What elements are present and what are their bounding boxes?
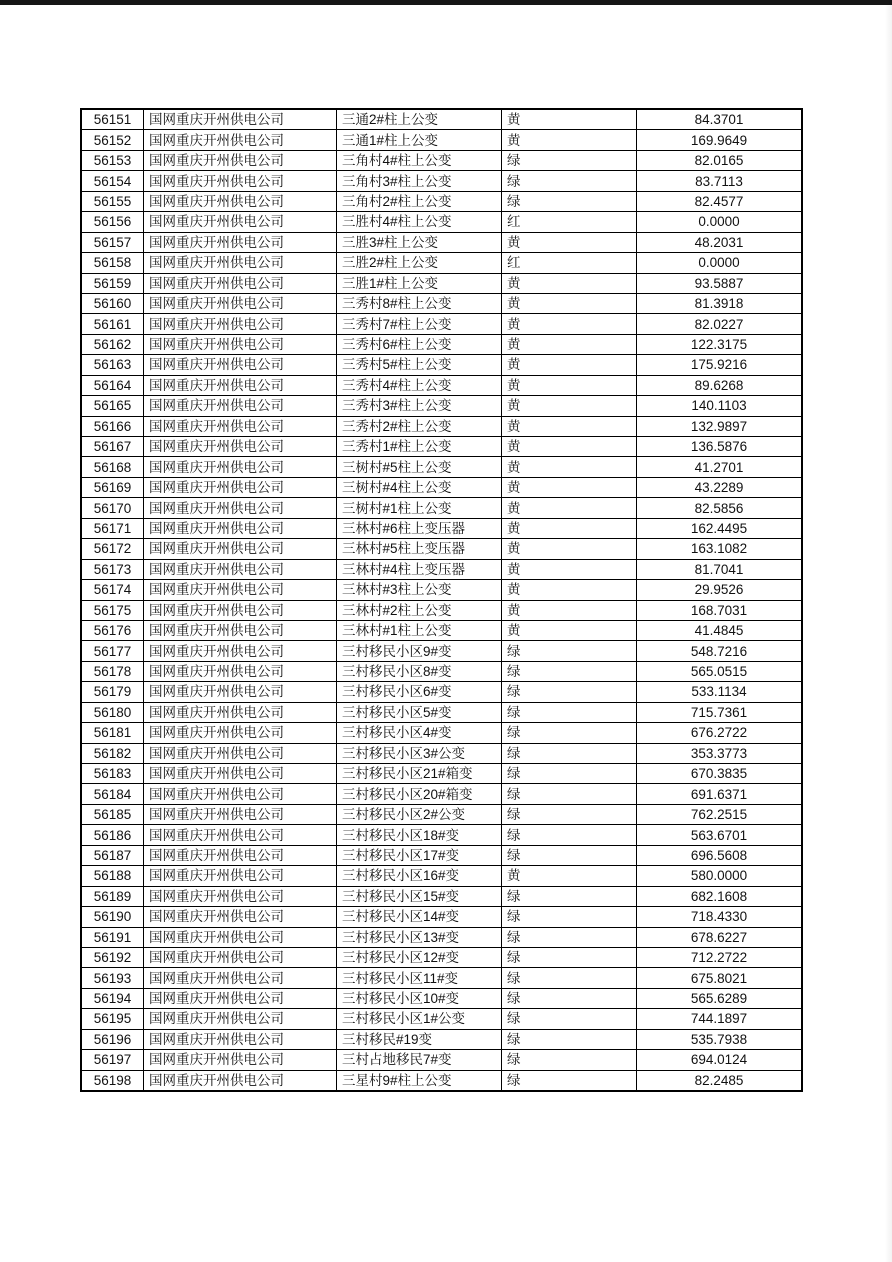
cell-device: 三村移民小区4#变: [337, 723, 502, 743]
cell-value: 122.3175: [637, 334, 803, 354]
cell-company: 国网重庆开州供电公司: [144, 559, 337, 579]
cell-company: 国网重庆开州供电公司: [144, 334, 337, 354]
table-row: [81, 866, 802, 886]
cell-status: 绿: [502, 1009, 637, 1029]
cell-value: 82.0227: [637, 314, 803, 334]
cell-device: 三树村#1柱上公变: [337, 498, 502, 518]
cell-company: 国网重庆开州供电公司: [144, 927, 337, 947]
cell-id: 56186: [81, 825, 144, 845]
cell-status: 黄: [502, 355, 637, 375]
cell-device: 三村移民小区6#变: [337, 682, 502, 702]
cell-device: 三村移民小区12#变: [337, 947, 502, 967]
cell-id: 56168: [81, 457, 144, 477]
cell-company: 国网重庆开州供电公司: [144, 1050, 337, 1070]
cell-company: 国网重庆开州供电公司: [144, 355, 337, 375]
cell-company: 国网重庆开州供电公司: [144, 825, 337, 845]
cell-status: 黄: [502, 130, 637, 150]
cell-device: 三秀村1#柱上公变: [337, 437, 502, 457]
cell-id: 56172: [81, 539, 144, 559]
cell-id: 56191: [81, 927, 144, 947]
cell-id: 56192: [81, 947, 144, 967]
cell-status: 绿: [502, 988, 637, 1008]
table-row: [81, 580, 802, 600]
table-row: [81, 416, 802, 436]
table-row: [81, 947, 802, 967]
cell-status: 红: [502, 253, 637, 273]
cell-device: 三村移民小区9#变: [337, 641, 502, 661]
cell-status: 黄: [502, 477, 637, 497]
cell-status: 绿: [502, 171, 637, 191]
table-row: [81, 130, 802, 150]
cell-value: 43.2289: [637, 477, 803, 497]
cell-id: 56173: [81, 559, 144, 579]
cell-status: 绿: [502, 907, 637, 927]
cell-id: 56174: [81, 580, 144, 600]
cell-value: 676.2722: [637, 723, 803, 743]
cell-id: 56178: [81, 661, 144, 681]
table-row: [81, 927, 802, 947]
table-row: [81, 702, 802, 722]
cell-value: 0.0000: [637, 212, 803, 232]
table-row: [81, 784, 802, 804]
cell-value: 136.5876: [637, 437, 803, 457]
cell-device: 三村移民小区8#变: [337, 661, 502, 681]
cell-id: 56164: [81, 375, 144, 395]
cell-value: 168.7031: [637, 600, 803, 620]
cell-device: 三村移民小区21#箱变: [337, 764, 502, 784]
cell-value: 175.9216: [637, 355, 803, 375]
cell-value: 744.1897: [637, 1009, 803, 1029]
table-row: [81, 825, 802, 845]
table-body: [81, 109, 802, 1091]
cell-id: 56189: [81, 886, 144, 906]
table-row: [81, 396, 802, 416]
cell-status: 绿: [502, 825, 637, 845]
cell-value: 84.3701: [637, 109, 803, 130]
cell-company: 国网重庆开州供电公司: [144, 764, 337, 784]
cell-company: 国网重庆开州供电公司: [144, 518, 337, 538]
table-row: [81, 743, 802, 763]
cell-device: 三星村9#柱上公变: [337, 1070, 502, 1091]
cell-value: 163.1082: [637, 539, 803, 559]
table-row: [81, 845, 802, 865]
table-row: [81, 988, 802, 1008]
cell-device: 三村移民小区20#箱变: [337, 784, 502, 804]
cell-company: 国网重庆开州供电公司: [144, 396, 337, 416]
cell-status: 黄: [502, 375, 637, 395]
cell-id: 56185: [81, 804, 144, 824]
cell-id: 56197: [81, 1050, 144, 1070]
cell-device: 三林村#1柱上公变: [337, 620, 502, 640]
cell-id: 56159: [81, 273, 144, 293]
cell-company: 国网重庆开州供电公司: [144, 191, 337, 211]
cell-value: 140.1103: [637, 396, 803, 416]
cell-id: 56193: [81, 968, 144, 988]
cell-device: 三秀村2#柱上公变: [337, 416, 502, 436]
table-row: [81, 1070, 802, 1091]
table-row: [81, 600, 802, 620]
cell-value: 132.9897: [637, 416, 803, 436]
cell-id: 56163: [81, 355, 144, 375]
table-row: [81, 150, 802, 170]
cell-company: 国网重庆开州供电公司: [144, 212, 337, 232]
cell-device: 三村占地移民7#变: [337, 1050, 502, 1070]
cell-status: 黄: [502, 457, 637, 477]
cell-value: 41.2701: [637, 457, 803, 477]
cell-value: 712.2722: [637, 947, 803, 967]
cell-value: 82.0165: [637, 150, 803, 170]
cell-id: 56154: [81, 171, 144, 191]
cell-status: 黄: [502, 539, 637, 559]
table-row: [81, 293, 802, 313]
cell-id: 56175: [81, 600, 144, 620]
cell-company: 国网重庆开州供电公司: [144, 682, 337, 702]
cell-status: 绿: [502, 947, 637, 967]
page-right-edge-shadow: [885, 0, 892, 1262]
cell-id: 56177: [81, 641, 144, 661]
cell-id: 56166: [81, 416, 144, 436]
cell-value: 563.6701: [637, 825, 803, 845]
cell-device: 三村移民小区11#变: [337, 968, 502, 988]
cell-device: 三村移民小区15#变: [337, 886, 502, 906]
table-row: [81, 477, 802, 497]
cell-company: 国网重庆开州供电公司: [144, 947, 337, 967]
cell-status: 黄: [502, 396, 637, 416]
cell-value: 696.5608: [637, 845, 803, 865]
table-row: [81, 109, 802, 130]
cell-id: 56184: [81, 784, 144, 804]
cell-value: 83.7113: [637, 171, 803, 191]
cell-device: 三胜3#柱上公变: [337, 232, 502, 252]
cell-device: 三村移民小区10#变: [337, 988, 502, 1008]
cell-value: 533.1134: [637, 682, 803, 702]
cell-company: 国网重庆开州供电公司: [144, 437, 337, 457]
cell-id: 56152: [81, 130, 144, 150]
cell-id: 56162: [81, 334, 144, 354]
cell-status: 黄: [502, 273, 637, 293]
cell-company: 国网重庆开州供电公司: [144, 416, 337, 436]
table-row: [81, 539, 802, 559]
cell-id: 56167: [81, 437, 144, 457]
cell-status: 黄: [502, 620, 637, 640]
cell-value: 762.2515: [637, 804, 803, 824]
cell-company: 国网重庆开州供电公司: [144, 1070, 337, 1091]
cell-id: 56176: [81, 620, 144, 640]
table-row: [81, 212, 802, 232]
table-row: [81, 559, 802, 579]
cell-value: 82.4577: [637, 191, 803, 211]
cell-company: 国网重庆开州供电公司: [144, 784, 337, 804]
cell-company: 国网重庆开州供电公司: [144, 641, 337, 661]
cell-value: 535.7938: [637, 1029, 803, 1049]
cell-company: 国网重庆开州供电公司: [144, 130, 337, 150]
cell-value: 678.6227: [637, 927, 803, 947]
cell-status: 黄: [502, 437, 637, 457]
cell-company: 国网重庆开州供电公司: [144, 702, 337, 722]
cell-value: 548.7216: [637, 641, 803, 661]
cell-id: 56156: [81, 212, 144, 232]
table-row: [81, 804, 802, 824]
cell-device: 三通2#柱上公变: [337, 109, 502, 130]
cell-company: 国网重庆开州供电公司: [144, 886, 337, 906]
table-row: [81, 437, 802, 457]
cell-device: 三村移民小区14#变: [337, 907, 502, 927]
cell-device: 三村移民小区18#变: [337, 825, 502, 845]
cell-status: 黄: [502, 293, 637, 313]
cell-status: 绿: [502, 1050, 637, 1070]
cell-status: 黄: [502, 600, 637, 620]
cell-status: 绿: [502, 968, 637, 988]
cell-id: 56157: [81, 232, 144, 252]
cell-id: 56155: [81, 191, 144, 211]
cell-device: 三村移民小区1#公变: [337, 1009, 502, 1029]
table-row: [81, 661, 802, 681]
cell-device: 三村移民小区3#公变: [337, 743, 502, 763]
cell-company: 国网重庆开州供电公司: [144, 988, 337, 1008]
table-row: [81, 457, 802, 477]
cell-value: 580.0000: [637, 866, 803, 886]
cell-company: 国网重庆开州供电公司: [144, 150, 337, 170]
cell-device: 三胜1#柱上公变: [337, 273, 502, 293]
table-row: [81, 907, 802, 927]
cell-value: 41.4845: [637, 620, 803, 640]
cell-device: 三胜2#柱上公变: [337, 253, 502, 273]
cell-status: 黄: [502, 518, 637, 538]
cell-device: 三树村#4柱上公变: [337, 477, 502, 497]
cell-status: 绿: [502, 804, 637, 824]
table-row: [81, 641, 802, 661]
cell-value: 694.0124: [637, 1050, 803, 1070]
table-row: [81, 968, 802, 988]
table-row: [81, 518, 802, 538]
cell-status: 绿: [502, 191, 637, 211]
cell-status: 黄: [502, 416, 637, 436]
cell-value: 93.5887: [637, 273, 803, 293]
cell-value: 691.6371: [637, 784, 803, 804]
cell-device: 三秀村3#柱上公变: [337, 396, 502, 416]
cell-device: 三角村2#柱上公变: [337, 191, 502, 211]
cell-device: 三林村#2柱上公变: [337, 600, 502, 620]
cell-device: 三角村3#柱上公变: [337, 171, 502, 191]
cell-company: 国网重庆开州供电公司: [144, 1029, 337, 1049]
cell-company: 国网重庆开州供电公司: [144, 314, 337, 334]
cell-id: 56180: [81, 702, 144, 722]
cell-value: 682.1608: [637, 886, 803, 906]
cell-status: 绿: [502, 723, 637, 743]
cell-device: 三树村#5柱上公变: [337, 457, 502, 477]
cell-device: 三秀村8#柱上公变: [337, 293, 502, 313]
cell-company: 国网重庆开州供电公司: [144, 273, 337, 293]
table-row: [81, 1029, 802, 1049]
table-row: [81, 314, 802, 334]
cell-status: 黄: [502, 559, 637, 579]
cell-value: 670.3835: [637, 764, 803, 784]
cell-id: 56195: [81, 1009, 144, 1029]
cell-status: 黄: [502, 866, 637, 886]
cell-status: 黄: [502, 334, 637, 354]
cell-id: 56165: [81, 396, 144, 416]
cell-status: 绿: [502, 1029, 637, 1049]
cell-id: 56183: [81, 764, 144, 784]
cell-value: 29.9526: [637, 580, 803, 600]
cell-device: 三村移民小区16#变: [337, 866, 502, 886]
cell-device: 三秀村5#柱上公变: [337, 355, 502, 375]
cell-device: 三林村#5柱上变压器: [337, 539, 502, 559]
cell-company: 国网重庆开州供电公司: [144, 232, 337, 252]
cell-status: 绿: [502, 927, 637, 947]
cell-id: 56158: [81, 253, 144, 273]
cell-company: 国网重庆开州供电公司: [144, 600, 337, 620]
table-row: [81, 355, 802, 375]
cell-company: 国网重庆开州供电公司: [144, 375, 337, 395]
cell-status: 绿: [502, 764, 637, 784]
cell-id: 56169: [81, 477, 144, 497]
cell-id: 56171: [81, 518, 144, 538]
cell-id: 56198: [81, 1070, 144, 1091]
cell-device: 三村移民#19变: [337, 1029, 502, 1049]
cell-value: 718.4330: [637, 907, 803, 927]
cell-status: 绿: [502, 702, 637, 722]
cell-value: 89.6268: [637, 375, 803, 395]
cell-id: 56182: [81, 743, 144, 763]
cell-company: 国网重庆开州供电公司: [144, 580, 337, 600]
table-row: [81, 498, 802, 518]
cell-status: 黄: [502, 232, 637, 252]
cell-status: 绿: [502, 661, 637, 681]
cell-company: 国网重庆开州供电公司: [144, 171, 337, 191]
cell-device: 三村移民小区17#变: [337, 845, 502, 865]
table-row: [81, 620, 802, 640]
cell-status: 绿: [502, 845, 637, 865]
cell-company: 国网重庆开州供电公司: [144, 293, 337, 313]
table-row: [81, 1050, 802, 1070]
cell-company: 国网重庆开州供电公司: [144, 661, 337, 681]
cell-status: 黄: [502, 498, 637, 518]
table-row: [81, 723, 802, 743]
cell-device: 三胜村4#柱上公变: [337, 212, 502, 232]
cell-id: 56179: [81, 682, 144, 702]
cell-value: 675.8021: [637, 968, 803, 988]
cell-value: 82.5856: [637, 498, 803, 518]
table-row: [81, 253, 802, 273]
cell-id: 56151: [81, 109, 144, 130]
cell-value: 48.2031: [637, 232, 803, 252]
cell-status: 绿: [502, 150, 637, 170]
table-row: [81, 191, 802, 211]
cell-device: 三村移民小区13#变: [337, 927, 502, 947]
cell-company: 国网重庆开州供电公司: [144, 539, 337, 559]
table-row: [81, 232, 802, 252]
table-row: [81, 764, 802, 784]
cell-device: 三秀村4#柱上公变: [337, 375, 502, 395]
cell-status: 黄: [502, 109, 637, 130]
table-row: [81, 273, 802, 293]
cell-id: 56161: [81, 314, 144, 334]
table-row: [81, 682, 802, 702]
cell-value: 0.0000: [637, 253, 803, 273]
cell-id: 56187: [81, 845, 144, 865]
transformer-data-table: [80, 108, 803, 1092]
cell-status: 绿: [502, 743, 637, 763]
cell-company: 国网重庆开州供电公司: [144, 498, 337, 518]
cell-id: 56153: [81, 150, 144, 170]
cell-status: 绿: [502, 1070, 637, 1091]
cell-status: 绿: [502, 682, 637, 702]
cell-company: 国网重庆开州供电公司: [144, 845, 337, 865]
cell-value: 565.6289: [637, 988, 803, 1008]
table-row: [81, 886, 802, 906]
cell-company: 国网重庆开州供电公司: [144, 620, 337, 640]
cell-status: 红: [502, 212, 637, 232]
cell-id: 56196: [81, 1029, 144, 1049]
cell-status: 黄: [502, 314, 637, 334]
cell-company: 国网重庆开州供电公司: [144, 457, 337, 477]
cell-status: 绿: [502, 784, 637, 804]
cell-value: 81.3918: [637, 293, 803, 313]
cell-value: 82.2485: [637, 1070, 803, 1091]
cell-status: 绿: [502, 641, 637, 661]
cell-device: 三通1#柱上公变: [337, 130, 502, 150]
page-top-edge-bar: [0, 0, 892, 5]
table-row: [81, 334, 802, 354]
cell-company: 国网重庆开州供电公司: [144, 968, 337, 988]
cell-device: 三林村#4柱上变压器: [337, 559, 502, 579]
cell-value: 353.3773: [637, 743, 803, 763]
cell-company: 国网重庆开州供电公司: [144, 907, 337, 927]
cell-company: 国网重庆开州供电公司: [144, 723, 337, 743]
cell-status: 绿: [502, 886, 637, 906]
cell-value: 565.0515: [637, 661, 803, 681]
cell-device: 三秀村6#柱上公变: [337, 334, 502, 354]
table-row: [81, 1009, 802, 1029]
table-row: [81, 171, 802, 191]
cell-value: 81.7041: [637, 559, 803, 579]
cell-value: 715.7361: [637, 702, 803, 722]
cell-company: 国网重庆开州供电公司: [144, 743, 337, 763]
cell-id: 56190: [81, 907, 144, 927]
cell-value: 169.9649: [637, 130, 803, 150]
cell-device: 三秀村7#柱上公变: [337, 314, 502, 334]
cell-company: 国网重庆开州供电公司: [144, 477, 337, 497]
cell-id: 56160: [81, 293, 144, 313]
cell-device: 三村移民小区5#变: [337, 702, 502, 722]
cell-company: 国网重庆开州供电公司: [144, 253, 337, 273]
cell-id: 56188: [81, 866, 144, 886]
cell-id: 56170: [81, 498, 144, 518]
table-row: [81, 375, 802, 395]
cell-device: 三村移民小区2#公变: [337, 804, 502, 824]
cell-company: 国网重庆开州供电公司: [144, 866, 337, 886]
cell-id: 56181: [81, 723, 144, 743]
cell-company: 国网重庆开州供电公司: [144, 804, 337, 824]
cell-company: 国网重庆开州供电公司: [144, 109, 337, 130]
cell-device: 三林村#6柱上变压器: [337, 518, 502, 538]
cell-device: 三林村#3柱上公变: [337, 580, 502, 600]
cell-company: 国网重庆开州供电公司: [144, 1009, 337, 1029]
cell-id: 56194: [81, 988, 144, 1008]
cell-device: 三角村4#柱上公变: [337, 150, 502, 170]
cell-value: 162.4495: [637, 518, 803, 538]
cell-status: 黄: [502, 580, 637, 600]
